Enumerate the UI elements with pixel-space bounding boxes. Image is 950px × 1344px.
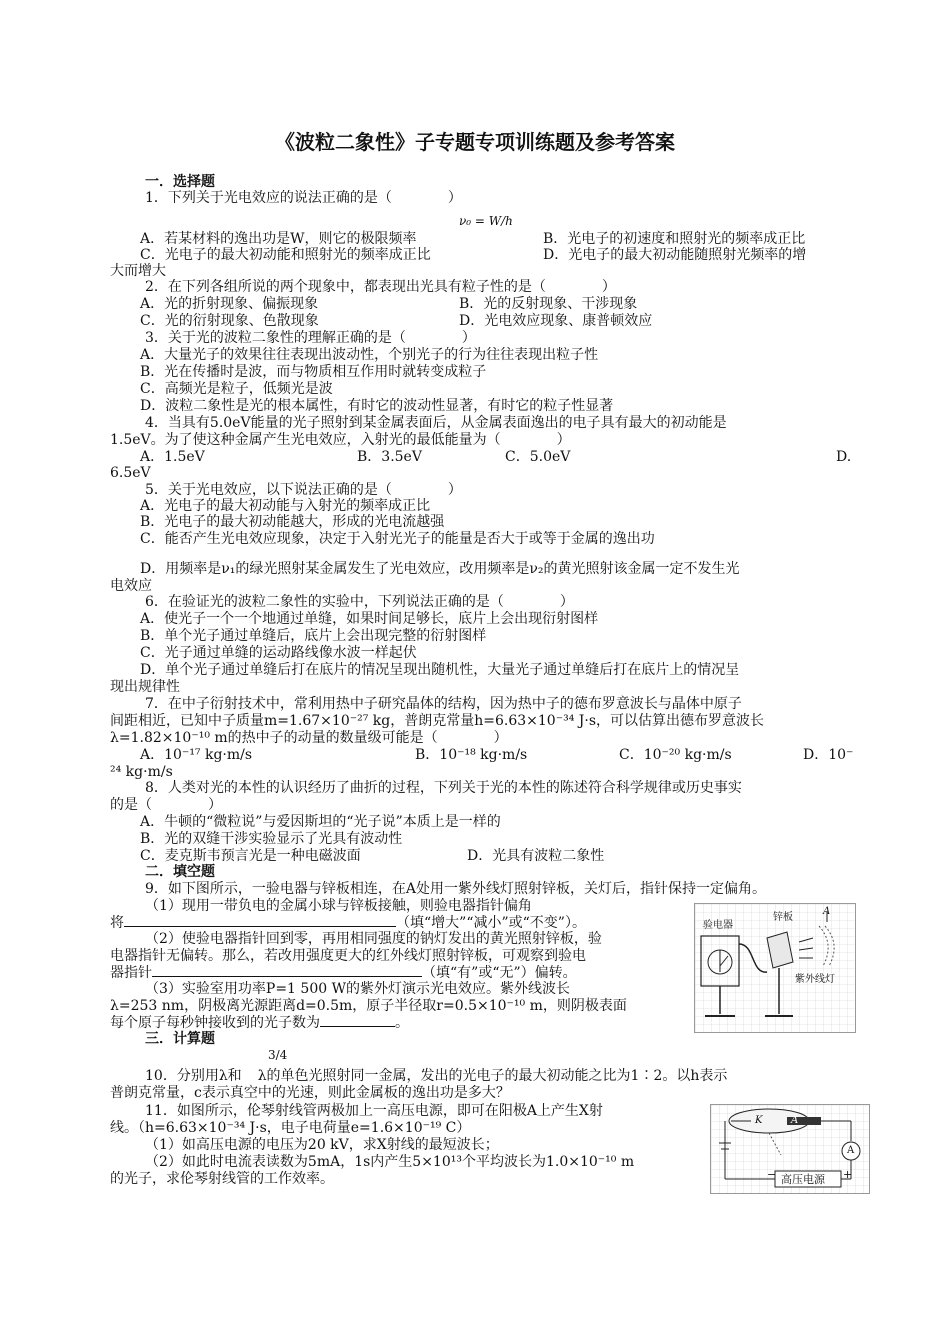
section-heading-calc: 三．计算题 xyxy=(145,1031,215,1047)
question-3: 3．关于光的波粒二象性的理解正确的是（ ） xyxy=(145,330,476,346)
q2-option-c: C．光的衍射现象、色散现象 xyxy=(140,313,319,329)
q2-option-a: A．光的折射现象、偏振现象 xyxy=(140,296,319,312)
question-6: 6．在验证光的波粒二象性的实验中，下列说法正确的是（ ） xyxy=(145,594,574,610)
q6-option-a: A．使光子一个一个地通过单缝，如果时间足够长，底片上会出现衍射图样 xyxy=(140,611,599,627)
question-2: 2．在下列各组所说的两个现象中，都表现出光具有粒子性的是（ ） xyxy=(145,279,616,295)
question-10 xyxy=(145,1068,727,1084)
fig2-label-k: K xyxy=(755,1115,763,1126)
q5-option-d-cont: 电效应 xyxy=(110,578,152,594)
q5-option-a: A．光电子的最大初动能与入射光的频率成正比 xyxy=(140,498,431,514)
q9-blank-3 xyxy=(320,1014,395,1027)
question-5: 5．关于光电效应，以下说法正确的是（ ） xyxy=(145,482,462,498)
page-title: 《波粒二象性》子专题专项训练题及参考答案 xyxy=(275,130,675,154)
fig1-label-lamp: 紫外线灯 xyxy=(795,974,835,985)
q1-option-c: C．光电子的最大初动能和照射光的频率成正比 xyxy=(140,247,431,263)
q2-option-d: D．光电效应现象、康普顿效应 xyxy=(459,313,653,329)
q9-part-3: （3）实验室用功率P=1 500 W的紫外灯演示光电效应。紫外线波长 xyxy=(145,981,570,997)
q8-option-a: A．牛顿的“微粒说”与爱因斯坦的“光子说”本质上是一样的 xyxy=(140,814,501,830)
fig2-label-power: 高压电源 xyxy=(781,1173,825,1186)
q5-option-c: C．能否产生光电效应现象，决定于入射光光子的能量是否大于或等于金属的逸出功 xyxy=(140,531,655,547)
q9-blank-1 xyxy=(124,914,396,927)
xray-tube-figure xyxy=(710,1104,870,1194)
q1-option-a: A．若某材料的逸出功是W，则它的极限频率 xyxy=(140,231,417,247)
section-heading-choice: 一．选择题 xyxy=(145,174,215,190)
q8-option-d: D．光具有波粒二象性 xyxy=(467,848,605,864)
question-11-cont: 线。（h=6.63×10⁻³⁴ J·s，电子电荷量e=1.6×10⁻¹⁹ C） xyxy=(110,1120,471,1136)
q9-part-2: （2）使验电器指针回到零，再用相同强度的钠灯发出的黄光照射锌板，验 xyxy=(145,931,602,947)
q1-option-d: D．光电子的最大初动能随照射光频率的增 xyxy=(543,247,807,263)
q2-option-b: B．光的反射现象、干涉现象 xyxy=(459,296,638,312)
fig1-label-a: A xyxy=(823,906,831,917)
q11-part-2: （2）如此时电流表读数为5mA，1s内产生5×10¹³个平均波长为1.0×10⁻¹⁰ m xyxy=(145,1154,635,1170)
section-heading-fill: 二．填空题 xyxy=(145,864,215,880)
q10-text-rest: λ的单色光照射同一金属，发出的光电子的最大初动能之比为1∶2。以h表示 xyxy=(257,1068,728,1084)
q9-part-2-cont: 电器指针无偏转。那么，若改用强度更大的红外线灯照射锌板，可观察到验电 xyxy=(110,948,586,964)
fig2-label-a: A xyxy=(791,1115,799,1126)
question-7-cont2: λ=1.82×10⁻¹⁰ m的热中子的动量的数量级可能是（ ） xyxy=(110,730,508,746)
q4-option-c: C．5.0eV xyxy=(505,449,571,465)
q9-part-1-cont xyxy=(110,914,586,931)
q9-text-hint-2: （填“有”或“无”）偏转。 xyxy=(422,965,577,981)
q7-option-b: B．10⁻¹⁸ kg·m/s xyxy=(415,747,528,763)
q3-option-d: D．波粒二象性是光的根本属性，有时它的波动性显著，有时它的粒子性显著 xyxy=(140,398,614,414)
q6-option-d-cont: 现出规律性 xyxy=(110,679,180,695)
q9-part-1: （1）现用一带负电的金属小球与锌板接触，则验电器指针偏角 xyxy=(145,898,532,914)
q9-text-hint-1: （填“增大”“减小”或“不变”）。 xyxy=(396,915,586,931)
q9-text-pointer: 器指针 xyxy=(110,965,152,981)
fig1-label-electroscope: 验电器 xyxy=(703,920,733,931)
fig2-label-minus: − xyxy=(767,1168,777,1181)
fig2-ammeter-label: A xyxy=(847,1145,855,1156)
q11-part-2-cont: 的光子，求伦琴射线管的工作效率。 xyxy=(110,1171,334,1187)
q7-option-d: D．10⁻ xyxy=(803,747,854,763)
q11-part-1: （1）如高压电源的电压为20 kV，求X射线的最短波长； xyxy=(145,1137,499,1153)
q4-option-d: D. xyxy=(836,449,852,465)
q3-option-a: A．大量光子的效果往往表现出波动性，个别光子的行为往往表现出粒子性 xyxy=(140,347,599,363)
q9-part-3-cont: λ=253 nm，阴极离光源距离d=0.5m，原子半径取r=0.5×10⁻¹⁰ m，则阴极表面 xyxy=(110,998,627,1014)
q7-option-c: C．10⁻²⁰ kg·m/s xyxy=(619,747,732,763)
q4-option-b: B．3.5eV xyxy=(357,449,422,465)
q10-fraction: 3/4 xyxy=(268,1048,288,1062)
question-4-cont: 1.5eV。为了使这种金属产生光电效应，入射光的最低能量为（ ） xyxy=(110,432,571,448)
q8-option-b: B．光的双缝干涉实验显示了光具有波动性 xyxy=(140,831,403,847)
electroscope-figure xyxy=(694,903,856,1033)
question-4: 4．当具有5.0eV能量的光子照射到某金属表面后，从金属表面逸出的电子具有最大的初动能是 xyxy=(145,415,727,431)
q9-text-photons: 每个原子每秒钟接收到的光子数为 xyxy=(110,1015,320,1031)
q3-option-c: C．高频光是粒子，低频光是波 xyxy=(140,381,333,397)
question-9: 9．如下图所示，一验电器与锌板相连，在A处用一紫外线灯照射锌板，关灯后，指针保持一定偏角。 xyxy=(145,881,767,897)
q10-text-start: 10．分别用λ和 xyxy=(145,1068,242,1084)
q9-blank-2 xyxy=(152,964,422,977)
q5-option-b: B．光电子的最大初动能越大，形成的光电流越强 xyxy=(140,514,445,530)
question-7: 7．在中子衍射技术中，常利用热中子研究晶体的结构，因为热中子的德布罗意波长与晶体中原子 xyxy=(145,696,742,712)
fig1-label-zinc: 锌板 xyxy=(773,912,793,923)
fig2-label-plus: + xyxy=(843,1168,853,1181)
q9-text-period: 。 xyxy=(395,1015,409,1031)
question-8-cont: 的是（ ） xyxy=(110,797,222,813)
q6-option-d: D．单个光子通过单缝后打在底片的情况呈现出随机性，大量光子通过单缝后打在底片上的情况呈 xyxy=(140,662,740,678)
q9-part-2-cont2 xyxy=(110,964,577,981)
question-11: 11．如图所示，伦琴射线管两极加上一高压电源，即可在阳极A上产生X射 xyxy=(145,1103,603,1119)
q4-option-a: A．1.5eV xyxy=(140,449,205,465)
q9-part-3-cont2 xyxy=(110,1014,409,1031)
q7-option-a: A．10⁻¹⁷ kg·m/s xyxy=(140,747,253,763)
question-10-cont: 普朗克常量，c表示真空中的光速，则此金属板的逸出功是多大？ xyxy=(110,1085,510,1101)
question-7-cont1: 间距相近，已知中子质量m=1.67×10⁻²⁷ kg，普朗克常量h=6.63×10⁻³⁴ J·s，可以估算出德布罗意波长 xyxy=(110,713,765,729)
q6-option-b: B．单个光子通过单缝后，底片上会出现完整的衍射图样 xyxy=(140,628,487,644)
q7-option-d-cont: ²⁴ kg·m/s xyxy=(110,764,173,780)
q9-text-jiang: 将 xyxy=(110,915,124,931)
q6-option-c: C．光子通过单缝的运动路线像水波一样起伏 xyxy=(140,645,417,661)
q3-option-b: B．光在传播时是波，而与物质相互作用时就转变成粒子 xyxy=(140,364,487,380)
question-8: 8．人类对光的本性的认识经历了曲折的过程，下列关于光的本性的陈述符合科学规律或历史事实 xyxy=(145,780,742,796)
q5-option-d: D．用频率是ν₁的绿光照射某金属发生了光电效应，改用频率是ν₂的黄光照射该金属一定不发生光 xyxy=(140,561,740,577)
q1-option-b: B．光电子的初速度和照射光的频率成正比 xyxy=(543,231,806,247)
question-1: 1．下列关于光电效应的说法正确的是（ ） xyxy=(145,190,462,206)
q8-option-c: C．麦克斯韦预言光是一种电磁波面 xyxy=(140,848,361,864)
q1-formula: ν₀ = W/h xyxy=(459,214,513,228)
q4-option-d-cont: 6.5eV xyxy=(110,465,151,481)
q1-option-d-cont: 大而增大 xyxy=(110,263,166,279)
